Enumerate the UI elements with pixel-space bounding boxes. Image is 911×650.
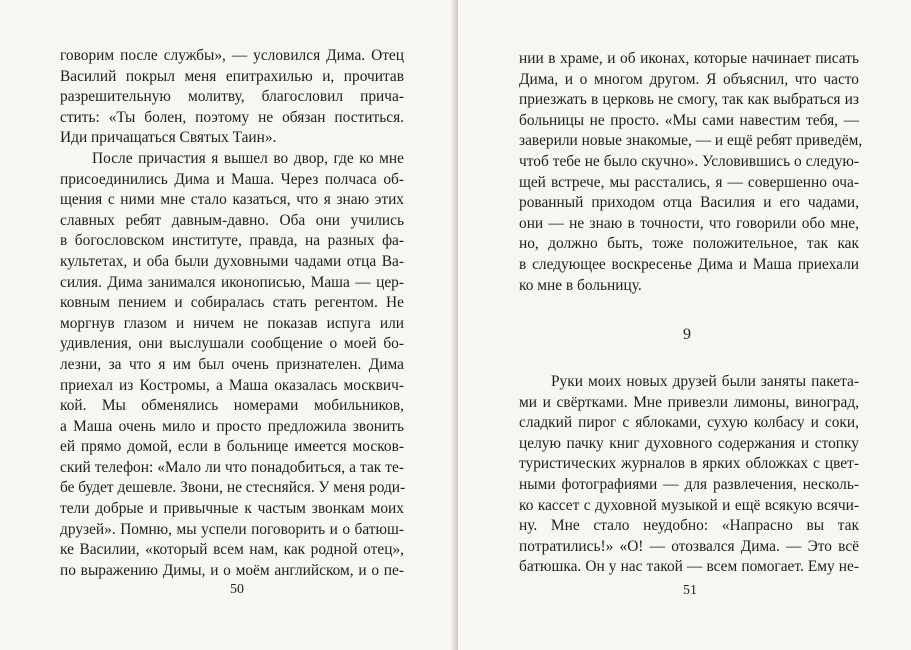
text-line: нии в храме, и об иконах, которые начинает писать xyxy=(519,50,859,67)
text-line: в следующее воскресенье Дима и Маша приехали xyxy=(519,255,859,273)
text-line: тели добрые и привычные к частым звонкам моих xyxy=(60,500,404,518)
text-line: заверили новые знакомые, — и ещё ребят приведём, xyxy=(519,132,863,150)
text-line: друзей». Помню, мы успели поговорить и о батюш- xyxy=(60,520,404,538)
text-line: ский телефон: «Мало ли что понадобиться, а так те- xyxy=(60,458,404,476)
text-line: они — не знаю в точности, что говорили обо мне, xyxy=(519,214,859,232)
left-page-text xyxy=(60,46,404,581)
text-line: а Маша очень мило и просто предложила звонить xyxy=(60,417,404,435)
left-page xyxy=(0,0,455,650)
text-line: ми и свёртками. Мне привезли лимоны, виноград, xyxy=(519,393,859,411)
text-line: Василий покрыл меня епитрахилью и, прочитав xyxy=(60,67,404,85)
text-line: ей прямо домой, если в больнице имеется москов- xyxy=(60,438,404,456)
text-line: моргнув глазом и ничем не показав испуга или xyxy=(60,314,404,332)
text-line: ну. Мне стало неудобно: «Напрасно вы так xyxy=(519,517,859,535)
text-line: чтоб тебе не было скучно». Условившись о следую- xyxy=(519,152,859,170)
text-line: После причастия я вышел во двор, где ко мне xyxy=(92,149,404,167)
text-line: потратились!» «О! — отозвался Дима. — Это всё xyxy=(519,537,859,555)
text-line: больницы не просто. «Мы сами навестим тебя, — xyxy=(519,111,859,129)
text-line: рованный приходом отца Василия и его чадами, xyxy=(519,194,859,212)
text-line: говорим после службы», — условился Дима. Отец xyxy=(60,47,404,64)
text-line: но, должно быть, тоже положительное, так как xyxy=(519,235,859,253)
right-page xyxy=(458,0,911,650)
text-line: приезжать в церковь не смогу, так как выбраться из xyxy=(519,91,859,109)
right-page-text-bottom xyxy=(519,372,859,578)
right-page-text-top xyxy=(519,49,863,296)
text-line: славных ребят давным-давно. Оба они учились xyxy=(60,211,404,229)
text-line: ковным пением и собиралась стать регентом. Не xyxy=(60,294,404,312)
text-line: ко кассет с духовной музыкой и ещё всякую всячи- xyxy=(519,496,859,514)
text-line: силия. Дима занимался иконописью, Маша — цер- xyxy=(60,273,404,291)
text-line: лезни, за что я им был очень признателен. Дима xyxy=(60,355,404,373)
text-line: по выражению Димы, и о моём английском, и о пе- xyxy=(60,561,404,579)
text-line: батюшка. Он у нас такой — всем помогает. Ему не- xyxy=(519,558,859,576)
text-line: щения с ними мне стало казаться, что я знаю этих xyxy=(60,191,404,209)
text-line: целую пачку книг духовного содержания и стопку xyxy=(519,434,859,452)
text-line: удивления, они выслушали сообщение о моей бо- xyxy=(60,335,404,353)
text-line: бе будет дешевле. Звони, не стесняйся. У меня роди- xyxy=(60,479,406,497)
text-line: Дима, и о многом другом. Я объяснил, что часто xyxy=(519,70,859,88)
text-line: ко мне в больницу. xyxy=(519,276,642,294)
text-line: приехал из Костромы, а Маша оказалась москвич- xyxy=(60,376,404,394)
text-line: ке Василии, «который всем нам, как родной отец», xyxy=(60,541,404,559)
text-line: присоединились Дима и Маша. Через полчаса об- xyxy=(60,170,404,188)
text-line: ными фотографиями — для развлечения, несколь- xyxy=(519,475,859,493)
text-line: Иди причащаться Святых Таин». xyxy=(60,129,277,147)
text-line: туристических журналов в ярких обложках с цвет- xyxy=(519,455,859,473)
text-line: щей встрече, мы расстались, я — совершенно оча- xyxy=(519,173,859,191)
text-line: в богословском институте, правда, на разных фа- xyxy=(60,232,404,250)
text-line: кой. Мы обменялись номерами мобильников, xyxy=(60,397,404,415)
text-line: разрешительную молитву, благословил прича- xyxy=(60,88,404,106)
text-line: культетах, и оба были духовными чадами отца Ва- xyxy=(60,252,404,270)
page-number-left: 50 xyxy=(230,582,244,597)
chapter-number: 9 xyxy=(683,326,691,343)
text-line: Руки моих новых друзей были заняты пакета- xyxy=(551,373,859,390)
text-line: сладкий пирог с яблоками, сухую колбасу и соки, xyxy=(519,414,859,432)
text-line: стить: «Ты болен, поэтому не обязан поститься. xyxy=(60,108,404,126)
page-number-right: 51 xyxy=(683,583,697,598)
